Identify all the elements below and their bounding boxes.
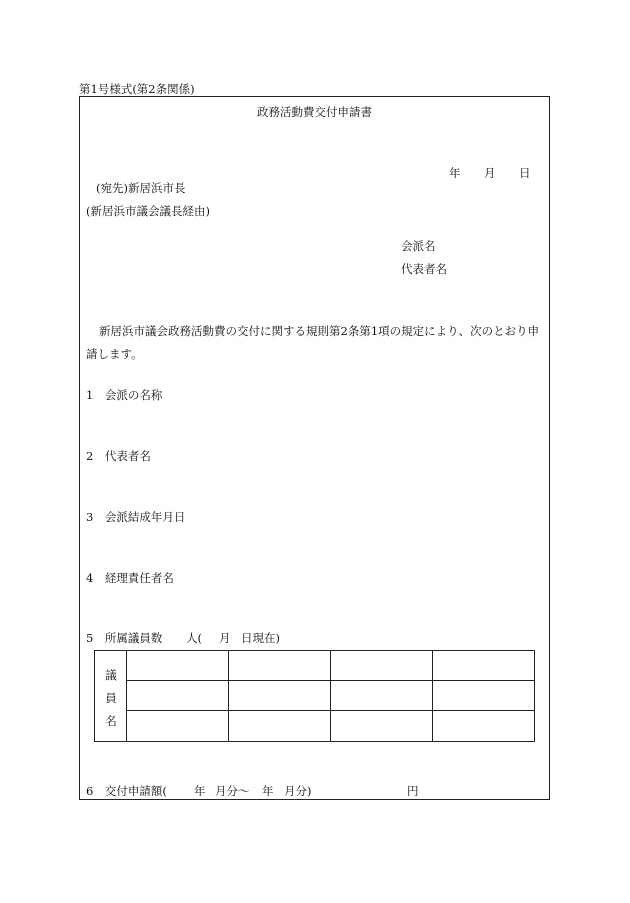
item-representative: 2 代表者名 — [86, 449, 151, 463]
members-table-label-char: 議 — [105, 668, 117, 682]
members-table-column-divider — [432, 651, 433, 741]
member-count-day: 日現在) — [241, 631, 280, 645]
grant-to-year: 年 — [262, 784, 274, 798]
form-title: 政務活動費交付申請書 — [257, 105, 372, 119]
faction-name-label: 会派名 — [401, 239, 436, 253]
item-accounting-manager: 4 経理責任者名 — [86, 571, 174, 585]
addressee: (宛先)新居浜市長 — [96, 181, 186, 195]
grant-from-month: 月分〜 — [215, 784, 250, 798]
members-table-row-divider — [127, 680, 534, 681]
form-number: 第1号様式(第2条関係) — [79, 82, 195, 96]
members-table-column-divider — [330, 651, 331, 741]
members-table-column-divider — [228, 651, 229, 741]
grant-to-month: 月分) — [284, 784, 312, 798]
grant-from-year: 年 — [194, 784, 206, 798]
member-count-label: 5 所属議員数 — [86, 631, 163, 645]
item-formation-date: 3 会派結成年月日 — [86, 510, 186, 524]
members-table-row-divider — [127, 710, 534, 711]
date-year: 年 — [449, 166, 461, 180]
grant-amount-label: 6 交付申請額( — [86, 784, 167, 798]
members-table-label-char: 員 — [105, 691, 117, 705]
member-count-unit: 人( — [186, 631, 202, 645]
item-faction-name: 1 会派の名称 — [86, 388, 163, 402]
body-text-line2: 請します。 — [86, 347, 143, 361]
via-chairman: (新居浜市議会議長経由) — [86, 204, 210, 218]
date-month: 月 — [484, 166, 496, 180]
members-table — [94, 650, 535, 742]
representative-label: 代表者名 — [401, 262, 447, 276]
body-text-line1: 新居浜市議会政務活動費の交付に関する規則第2条第1項の規定により、次のとおり申 — [99, 324, 540, 338]
members-table-label-char: 名 — [105, 714, 117, 728]
grant-currency: 円 — [407, 784, 419, 798]
member-count-month: 月 — [219, 631, 231, 645]
date-day: 日 — [519, 166, 531, 180]
